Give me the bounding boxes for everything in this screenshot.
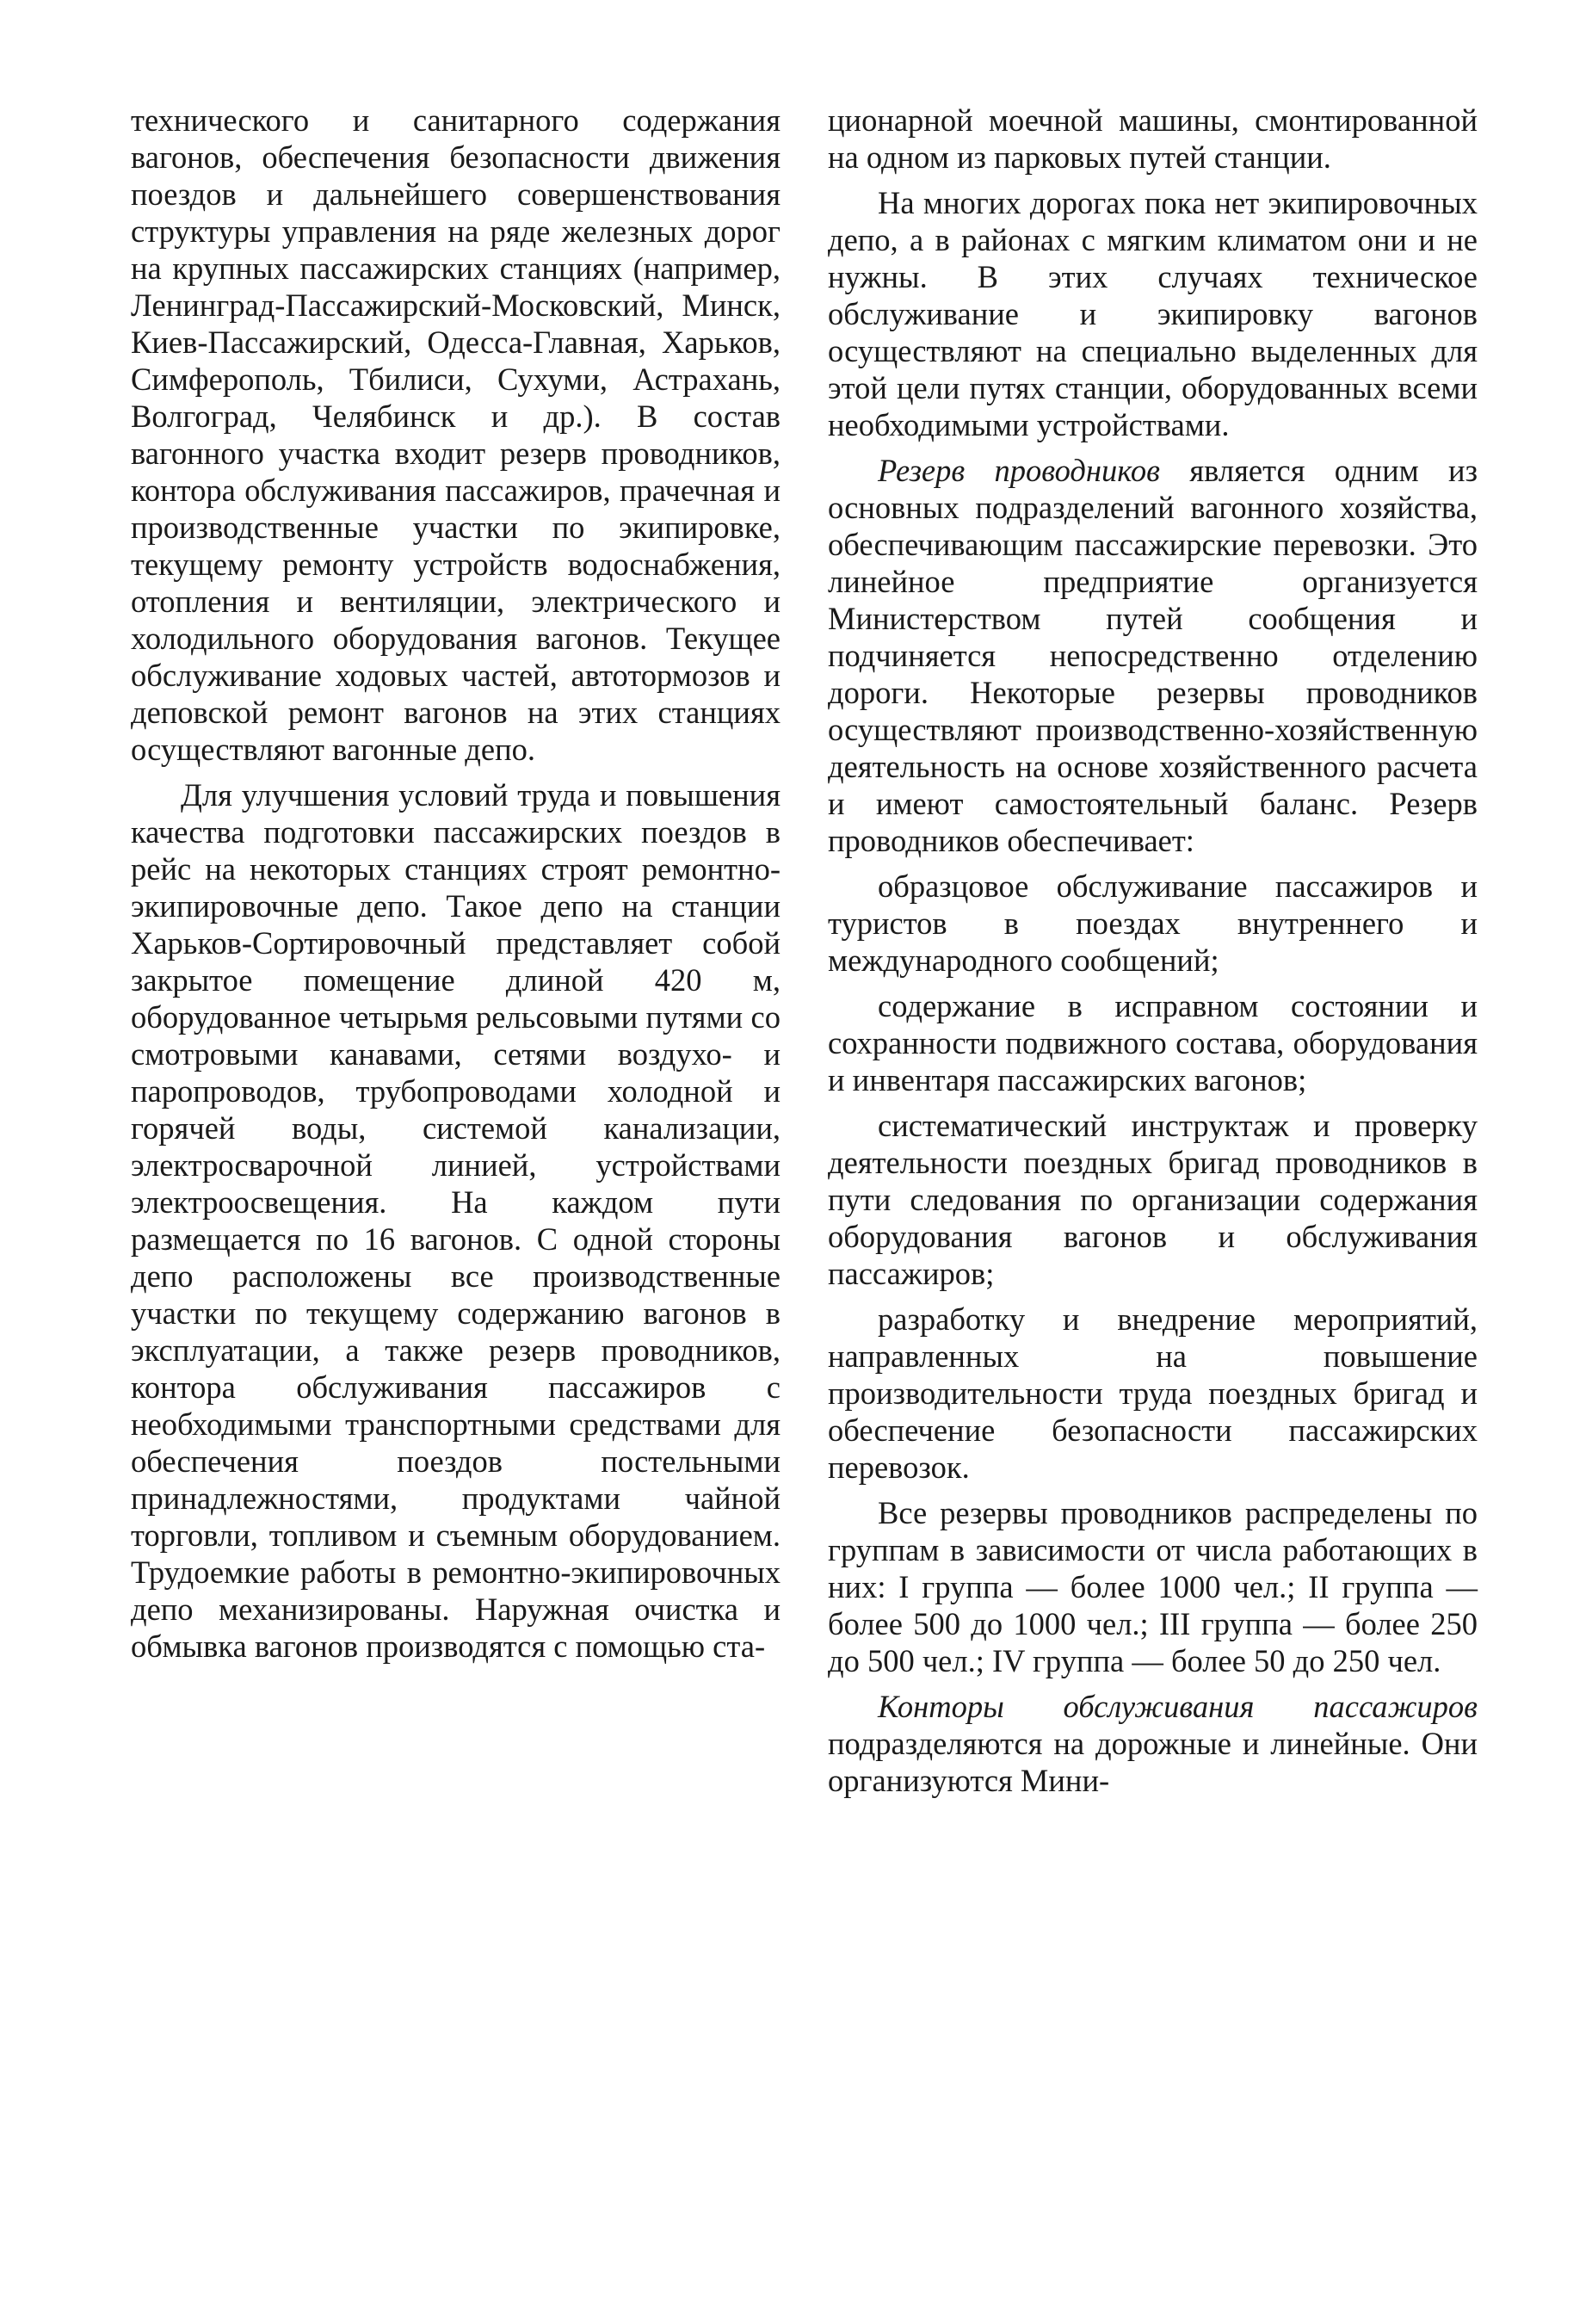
term-passenger-offices: Конторы обслуживания пассажиров	[878, 1689, 1478, 1724]
right-paragraph-5-text: подразделяются на дорожные и линейные. Они организуются Мини-	[828, 1726, 1478, 1798]
right-paragraph-3-text: является одним из основных подразделений вагонного хозяйства, обеспечивающим пассажирские перевозки. Это линейное предприятие организуется Министерством путей сообщения и подчиняется непосредственно отделению дороги. Некоторые резервы проводников осуществляют производственно-хозяйственную деятельность на основе хозяйственного расчета и имеют самостоятельный баланс. Резерв проводников обеспечивает:	[828, 453, 1478, 858]
right-paragraph-3	[828, 452, 1478, 859]
right-paragraph-5	[828, 1688, 1478, 1799]
list-item: систематический инструктаж и проверку деятельности поездных бригад проводников в пути следования по организации содержания оборудования вагонов и обслуживания пассажиров;	[828, 1108, 1478, 1291]
list-item: разработку и внедрение мероприятий, направленных на повышение производительности труда поездных бригад и обеспечение безопасности пассажирских перевозок.	[828, 1301, 1478, 1485]
term-reserve-conductors: Резерв проводников	[878, 453, 1161, 488]
right-paragraph-4: Все резервы проводников распределены по группам в зависимости от числа работающих в них: I группа — более 1000 чел.; II группа — более 500 до 1000 чел.; III группа — более 250 до 500 чел.; IV группа — более 50 до 250 чел.	[828, 1495, 1478, 1678]
right-paragraph-1: ционарной моечной машины, смонтированной на одном из парковых путей станции.	[828, 102, 1478, 175]
list-item: содержание в исправном состоянии и сохранности подвижного состава, оборудования и инвентаря пассажирских вагонов;	[828, 988, 1478, 1097]
left-paragraph-2: Для улучшения условий труда и повышения качества подготовки пассажирских поездов в рейс на некоторых станциях строят ремонтно-экипировочные депо. Такое депо на станции Харьков-Сортировочный представляет собой закрытое помещение длиной 420 м, оборудованное четырьмя рельсовыми путями со смотровыми канавами, сетями воздухо- и паропроводов, трубопроводами холодной и горячей воды, системой канализации, электросварочной линией, устройствами электроосвещения. На каждом пути размещается по 16 вагонов. С одной стороны депо расположены все производственные участки по текущему содержанию вагонов в эксплуатации, а также резерв проводников, контора обслуживания пассажиров с необходимыми транспортными средствами для обеспечения поездов постельными принадлежностями, продуктами чайной торговли, топливом и съемным оборудованием. Трудоемкие работы в ремонтно-экипировочных депо механизированы. Наружная очистка и обмывка вагонов производятся с помощью ста-	[131, 777, 781, 1664]
right-paragraph-2: На многих дорогах пока нет экипировочных депо, а в районах с мягким климатом они и не нужны. В этих случаях техническое обслуживание и экипировку вагонов осуществляют на специально выделенных для этой цели путях станции, оборудованных всеми необходимыми устройствами.	[828, 185, 1478, 442]
list-item: образцовое обслуживание пассажиров и туристов в поездах внутреннего и международного сообщений;	[828, 868, 1478, 978]
left-column	[131, 102, 781, 1665]
right-column	[828, 102, 1478, 1799]
left-paragraph-1: технического и санитарного содержания вагонов, обеспечения безопасности движения поездов и дальнейшего совершенствования структуры управления на ряде железных дорог на крупных пассажирских станциях (например, Ленинград-Пассажирский-Московский, Минск, Киев-Пассажирский, Одесса-Главная, Харьков, Симферополь, Тбилиси, Сухуми, Астрахань, Волгоград, Челябинск и др.). В состав вагонного участка входит резерв проводников, контора обслуживания пассажиров, прачечная и производственные участки по экипировке, текущему ремонту устройств водоснабжения, отопления и вентиляции, электрического и холодильного оборудования вагонов. Текущее обслуживание ходовых частей, автотормозов и деповской ремонт вагонов на этих станциях осуществляют вагонные депо.	[131, 102, 781, 767]
